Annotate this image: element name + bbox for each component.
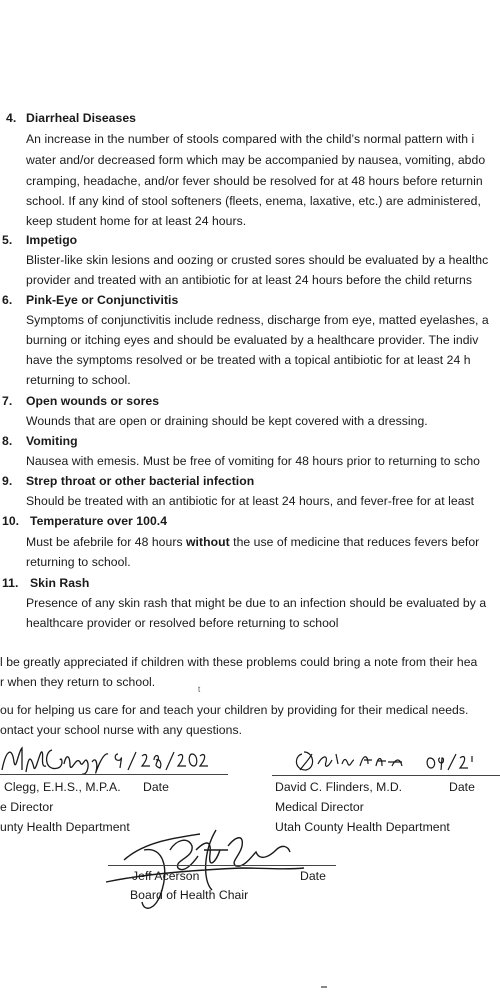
item-title: Temperature over 100.4 bbox=[30, 514, 168, 528]
item-title: Vomiting bbox=[26, 434, 78, 448]
item-text-line: returning to school. bbox=[26, 555, 131, 569]
closing-text-line: l be greatly appreciated if children with these problems could bring a note from their hea bbox=[0, 655, 478, 669]
item-text-line: burning or itching eyes and should be evaluated by a healthcare provider. The indiv bbox=[26, 333, 479, 347]
stray-mark: t bbox=[198, 685, 201, 694]
item-number: 6. bbox=[2, 293, 13, 307]
item-title: Open wounds or sores bbox=[26, 394, 160, 408]
item-text-line: school. If any kind of stool softeners (fleets, enema, laxative, etc.) are administered, bbox=[26, 194, 481, 208]
item-title: Skin Rash bbox=[30, 576, 90, 590]
signatory-org: Utah County Health Department bbox=[275, 820, 450, 834]
emphasis-text: without bbox=[186, 535, 230, 549]
item-text-line bbox=[26, 535, 479, 549]
closing-text-line: r when they return to school. bbox=[0, 675, 156, 689]
signatory-org: unty Health Department bbox=[0, 820, 130, 834]
signatory-title: Medical Director bbox=[275, 800, 364, 814]
item-number: 9. bbox=[2, 474, 13, 488]
item-text-line: cramping, headache, and/or fever should be resolved for at 48 hours before returnin bbox=[26, 174, 483, 188]
item-title: Pink-Eye or Conjunctivitis bbox=[26, 293, 179, 307]
item-title: Impetigo bbox=[26, 233, 78, 247]
handwritten-date bbox=[426, 752, 500, 774]
text-segment: the use of medicine that reduces fevers befor bbox=[229, 535, 480, 549]
signature-line bbox=[0, 774, 228, 775]
item-text-line: Should be treated with an antibiotic for at least 24 hours, and fever-free for at least bbox=[26, 494, 475, 508]
date-label: Date bbox=[300, 869, 326, 883]
item-text-line: Presence of any skin rash that might be due to an infection should be evaluated by a bbox=[26, 596, 487, 610]
text-segment: Must be afebrile for 48 hours bbox=[26, 535, 187, 549]
closing-text-line: ontact your school nurse with any questions. bbox=[0, 723, 243, 737]
item-text-line: keep student home for at least 24 hours. bbox=[26, 214, 247, 228]
item-number: 7. bbox=[2, 394, 13, 408]
signatory-title: e Director bbox=[0, 800, 54, 814]
item-number: 11. bbox=[2, 576, 19, 590]
clegg-signature bbox=[0, 742, 110, 778]
item-number: 8. bbox=[2, 434, 13, 448]
item-title: Diarrheal Diseases bbox=[26, 111, 136, 125]
closing-text-line: ou for helping us care for and teach your children by providing for their medical needs. bbox=[0, 703, 469, 717]
handwritten-date bbox=[112, 750, 212, 774]
item-text-line: An increase in the number of stools compared with the child’s normal pattern with i bbox=[26, 132, 475, 146]
scan-artifact bbox=[321, 986, 327, 988]
item-text-line: have the symptoms resolved or be treated with a topical antibiotic for at least 24 h bbox=[26, 353, 471, 367]
date-label: Date bbox=[143, 780, 169, 794]
signatory-name: Jeff Acerson bbox=[132, 869, 200, 883]
signatory-name: Clegg, E.H.S., M.P.A. bbox=[4, 780, 121, 794]
date-label: Date bbox=[449, 780, 475, 794]
item-number: 5. bbox=[2, 233, 13, 247]
item-text-line: provider and treated with an antibiotic for at least 24 hours before the child returns bbox=[26, 273, 473, 287]
item-text-line: Blister-like skin lesions and oozing or crusted sores should be evaluated by a healthc bbox=[26, 253, 489, 267]
item-text-line: healthcare provider or resolved before returning to school bbox=[26, 616, 339, 630]
item-text-line: Wounds that are open or draining should be kept covered with a dressing. bbox=[26, 414, 428, 428]
item-title: Strep throat or other bacterial infection bbox=[26, 474, 255, 488]
item-text-line: water and/or decreased form which may be accompanied by nausea, vomiting, abdo bbox=[26, 153, 486, 167]
signature-line bbox=[272, 775, 500, 776]
item-text-line: returning to school. bbox=[26, 373, 131, 387]
item-number: 10. bbox=[2, 514, 20, 528]
signatory-title: Board of Health Chair bbox=[130, 888, 249, 902]
signatory-name: David C. Flinders, M.D. bbox=[275, 780, 403, 794]
item-text-line: Nausea with emesis. Must be free of vomiting for 48 hours prior to returning to scho bbox=[26, 454, 480, 468]
flinders-signature bbox=[292, 748, 422, 776]
signature-line bbox=[108, 865, 336, 866]
item-number: 4. bbox=[6, 111, 17, 125]
item-text-line: Symptoms of conjunctivitis include redness, discharge from eye, matted eyelashes, a bbox=[26, 313, 489, 327]
